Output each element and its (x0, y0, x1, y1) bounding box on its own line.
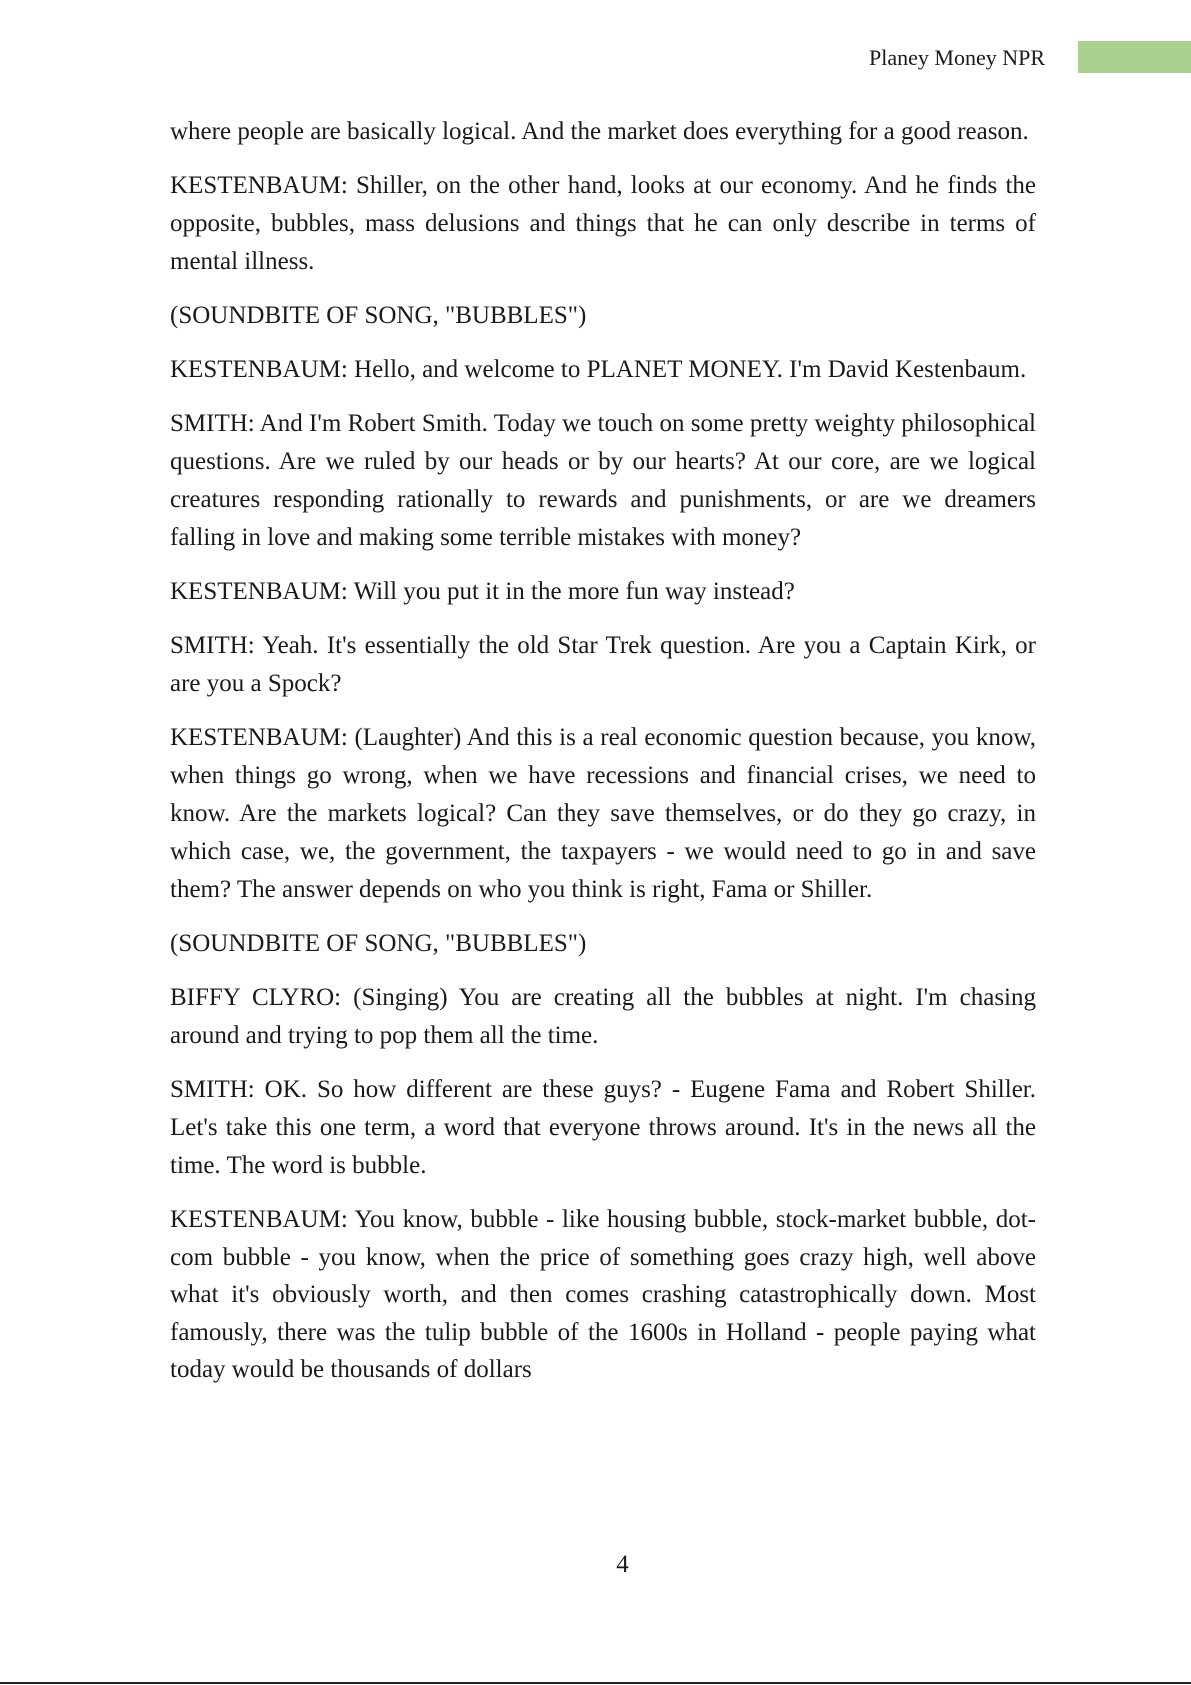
header-accent-bar (1078, 41, 1191, 73)
paragraph-2: KESTENBAUM: Shiller, on the other hand, looks at our economy. And he finds the opposite, bubbles, mass delusions and things that he can only describe in terms of mental illness. (170, 172, 1036, 275)
paragraph-10: BIFFY CLYRO: (Singing) You are creating all the bubbles at night. I'm chasing around and trying to pop them all the time. (170, 984, 1036, 1049)
paragraph-12: KESTENBAUM: You know, bubble - like housing bubble, stock-market bubble, dot-com bubble - you know, when the price of something goes crazy high, well above what it's obviously worth, and then comes crashing catastrophically down. Most famously, there was the tulip bubble of the 1600s in Holland - people paying what today would be thousands of dollars (170, 1206, 1036, 1383)
page-number: 4 (616, 1551, 629, 1578)
bottom-rule (0, 1682, 1191, 1684)
running-header-title: Planey Money NPR (869, 45, 1045, 70)
paragraph-8: KESTENBAUM: (Laughter) And this is a real economic question because, you know, when things go wrong, when we have recessions and financial crises, we need to know. Are the markets logical? Can they save themselves, or do they go crazy, in which case, we, the government, the taxpayers - we would need to go in and save them? The answer depends on who you think is right, Fama or Shiller. (170, 724, 1036, 903)
paragraph-9: (SOUNDBITE OF SONG, "BUBBLES") (170, 930, 587, 957)
paragraph-6: KESTENBAUM: Will you put it in the more fun way instead? (170, 578, 795, 605)
transcript-body (170, 113, 1036, 1405)
paragraph-5: SMITH: And I'm Robert Smith. Today we touch on some pretty weighty philosophical questions. Are we ruled by our heads or by our hearts? At our core, are we logical creatures responding rationally to rewards and punishments, or are we dreamers falling in love and making some terrible mistakes with money? (170, 410, 1036, 551)
paragraph-1: where people are basically logical. And the market does everything for a good reason. (170, 118, 1029, 145)
paragraph-11: SMITH: OK. So how different are these guys? - Eugene Fama and Robert Shiller. Let's take this one term, a word that everyone throws around. It's in the news all the time. The word is bubble. (170, 1076, 1036, 1179)
paragraph-7: SMITH: Yeah. It's essentially the old Star Trek question. Are you a Captain Kirk, or are you a Spock? (170, 632, 1036, 697)
paragraph-4: KESTENBAUM: Hello, and welcome to PLANET MONEY. I'm David Kestenbaum. (170, 356, 1027, 383)
paragraph-3: (SOUNDBITE OF SONG, "BUBBLES") (170, 302, 587, 329)
